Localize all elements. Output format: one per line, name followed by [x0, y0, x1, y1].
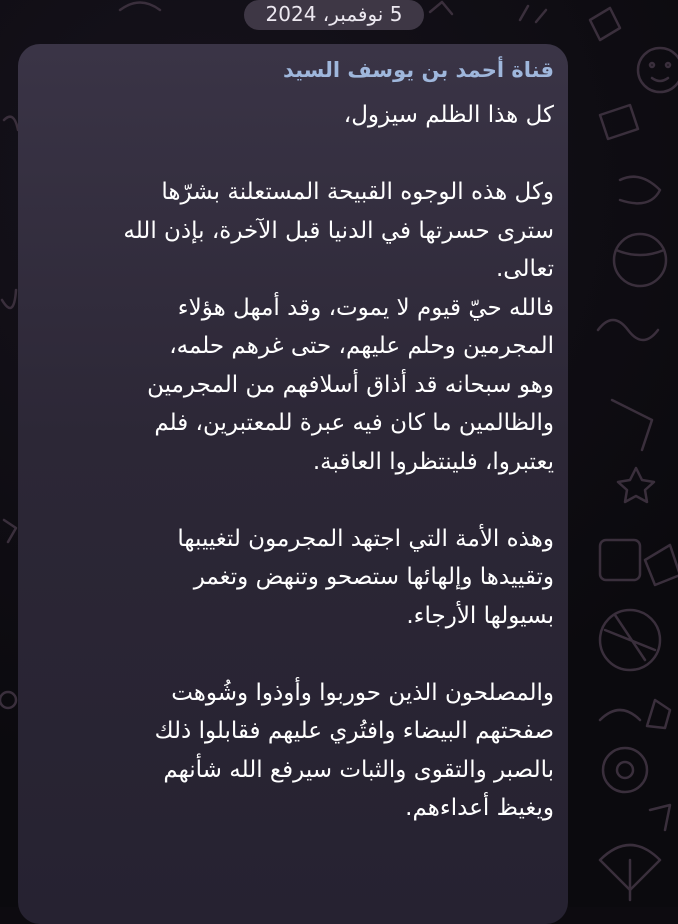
message-text	[32, 96, 554, 828]
message-line: وكل هذه الوجوه القبيحة المستعلنة بشرّها	[161, 179, 554, 205]
message-line: المجرمين وحلم عليهم، حتى غرهم حلمه،	[169, 333, 554, 359]
message-line: بالصبر والتقوى والثبات سيرفع الله شأنهم	[163, 756, 554, 783]
message-line: يعتبروا، فلينتظروا العاقبة.	[312, 448, 554, 475]
message-line: فالله حيّ قيوم لا يموت، وقد أمهل هؤلاء	[177, 294, 554, 321]
message-bubble[interactable]	[18, 44, 568, 924]
message-line: والمصلحون الذين حوربوا وأوذوا وشُوهت	[171, 679, 554, 706]
message-blank-line	[32, 135, 554, 174]
message-line: ويغيظ أعداءهم.	[405, 795, 554, 821]
message-line: وهذه الأمة التي اجتهد المجرمون لتغييبها	[177, 525, 554, 552]
sender-name[interactable]: قناة أحمد بن يوسف السيد	[282, 58, 554, 82]
message-line: سترى حسرتها في الدنيا قبل الآخرة، بإذن الله	[123, 217, 554, 244]
date-separator: 5 نوفمبر، 2024	[244, 0, 424, 30]
doodle-face-icon	[638, 48, 678, 92]
message-line: والظالمين ما كان فيه عبرة للمعتبرين، فلم	[154, 410, 554, 436]
message-line: وهو سبحانه قد أذاق أسلافهم من المجرمين	[147, 371, 554, 398]
doodle-box-icon	[590, 8, 620, 40]
message-blank-line	[32, 635, 554, 674]
doodle-star-icon	[618, 468, 654, 502]
message-blank-line	[32, 481, 554, 520]
message-line: تعالى.	[496, 256, 554, 282]
message-line: صفحتهم البيضاء وافتُري عليهم فقابلوا ذلك	[154, 718, 554, 744]
message-line: كل هذا الظلم سيزول،	[343, 102, 554, 128]
message-line: وتقييدها وإلهائها ستصحو وتنهض وتغمر	[193, 564, 554, 590]
message-line: بسيولها الأرجاء.	[406, 602, 554, 629]
